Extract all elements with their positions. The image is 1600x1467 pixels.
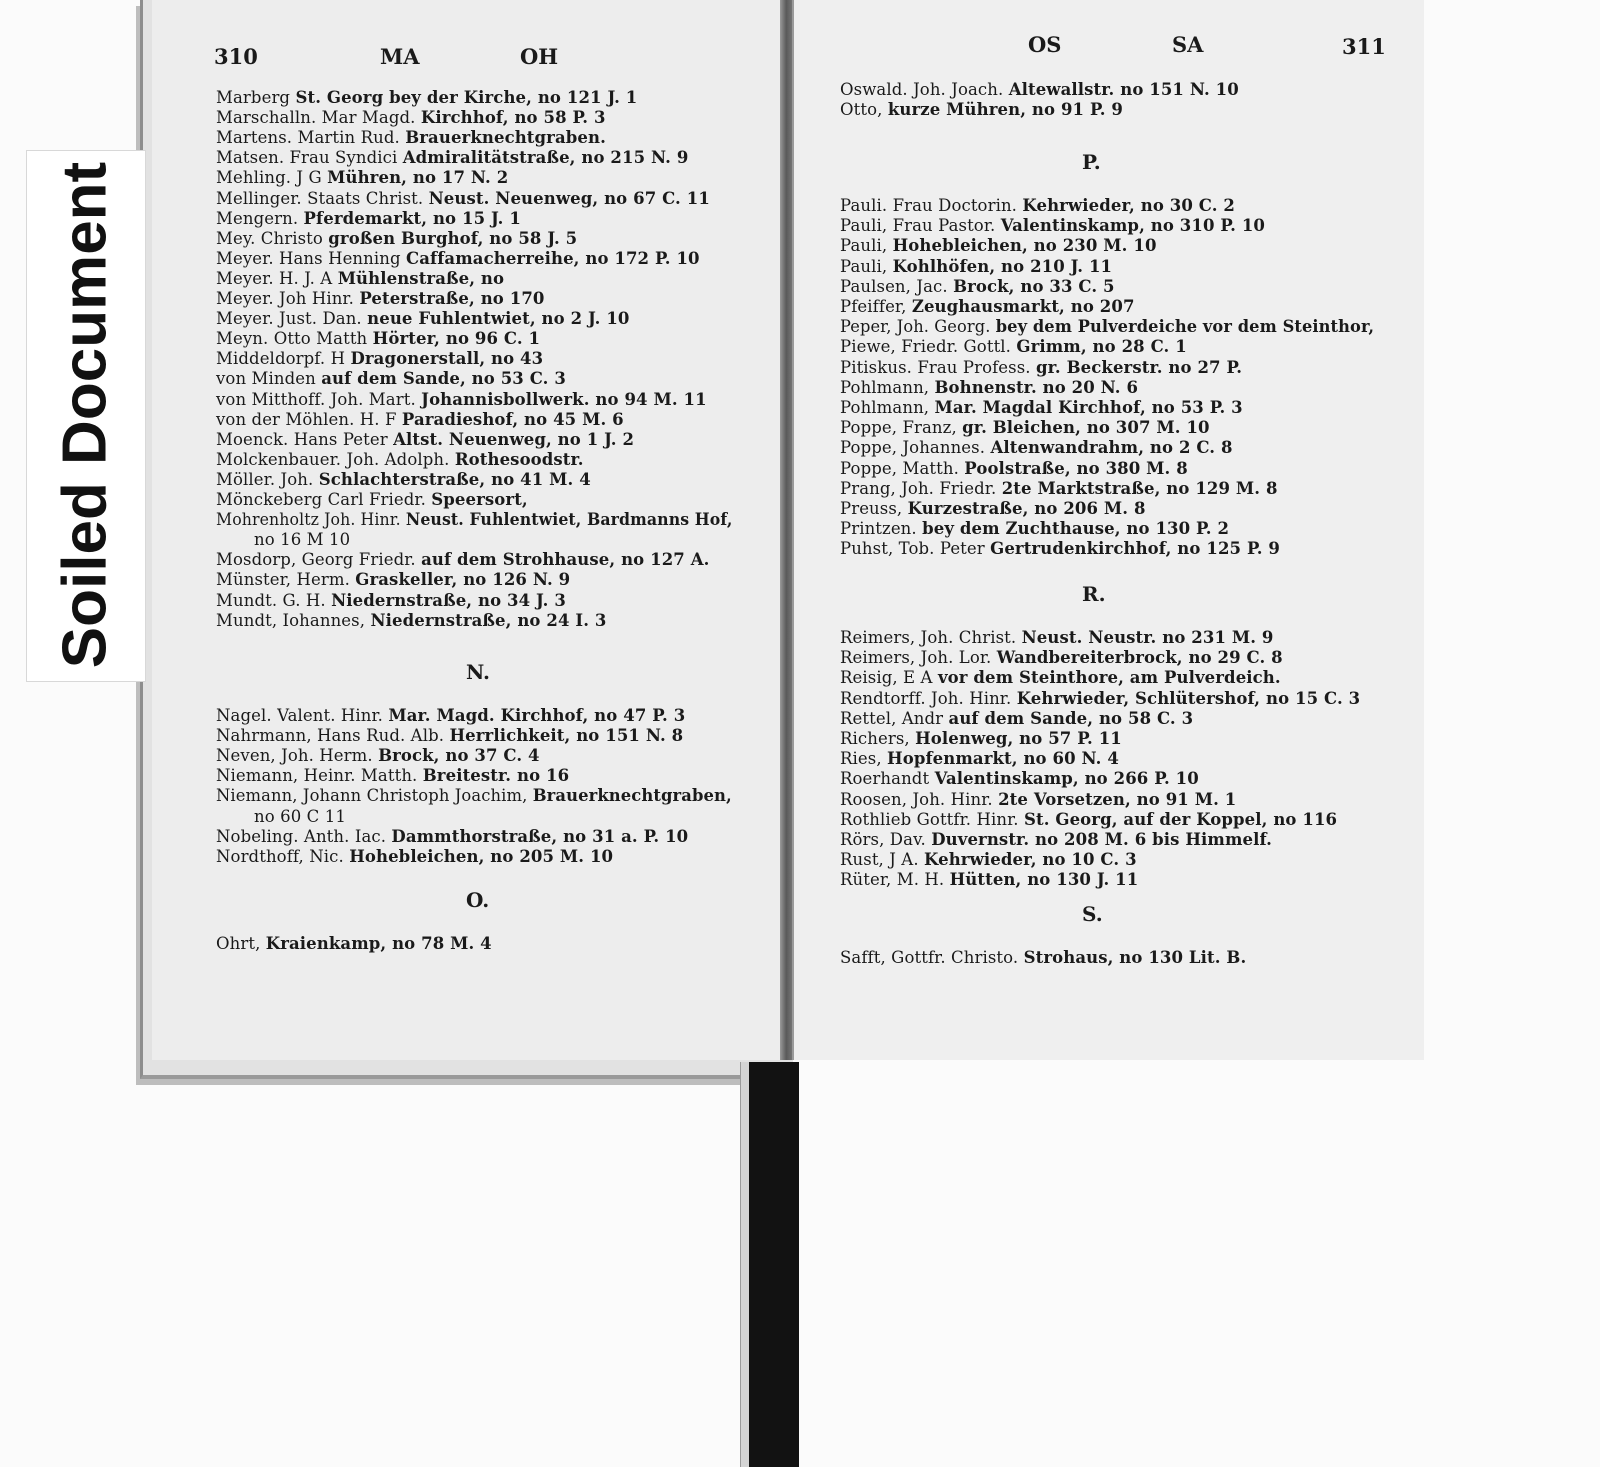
entry-address: Neust. Neuenweg, no 67 C. 11 [428, 188, 710, 208]
directory-entry [216, 591, 566, 610]
entry-name: Puhst, Tob. Peter [840, 539, 985, 559]
entry-name: Oswald. Joh. Joach. [840, 80, 1004, 99]
entry-address: 2te Marktstraße, no 129 M. 8 [1001, 478, 1278, 498]
entry-address: Dragonerstall, no 43 [350, 349, 544, 369]
entry-name: Ries, [840, 749, 882, 769]
entry-name: Mey. Christo [216, 228, 323, 248]
entry-address: Hohebleichen, no 230 M. 10 [892, 236, 1157, 256]
directory-entry [216, 766, 569, 785]
entry-name: Prang, Joh. Friedr. [840, 478, 997, 498]
entry-address: kurze Mühren, no 91 P. 9 [887, 100, 1123, 120]
entry-name: Reimers, Joh. Lor. [840, 648, 992, 668]
entry-address: Altewallstr. no 151 N. 10 [1008, 80, 1239, 99]
entry-address: Paradieshof, no 45 M. 6 [401, 409, 624, 429]
directory-entry [840, 317, 1374, 336]
entry-address: Mar. Magd. Kirchhof, no 47 P. 3 [388, 706, 686, 725]
entry-name: Ohrt, [216, 934, 261, 953]
directory-entry [216, 510, 732, 529]
entry-name: Paulsen, Jac. [840, 276, 948, 296]
directory-entry [216, 786, 732, 805]
directory-entry [216, 490, 528, 509]
entry-name: Preuss, [840, 499, 903, 518]
directory-entry [840, 709, 1193, 728]
entry-address: Altenwandrahm, no 2 C. 8 [990, 438, 1233, 458]
entry-name: Neven, Joh. Herm. [216, 746, 373, 766]
entry-name: Piewe, Friedr. Gottl. [840, 337, 1012, 357]
entry-address: Kehrwieder, no 30 C. 2 [1022, 196, 1236, 215]
entry-address: bey dem Pulverdeiche vor dem Steinthor, [995, 317, 1375, 337]
directory-entry [840, 418, 1210, 437]
entry-name: no 60 C 11 [254, 806, 346, 826]
entry-name: Moenck. Hans Peter [216, 429, 388, 449]
directory-entry [840, 689, 1360, 708]
directory-entry [216, 430, 634, 449]
directory-entry [216, 168, 508, 187]
entry-name: Mosdorp, Georg Friedr. [216, 550, 416, 570]
entry-address: Valentinskamp, no 266 P. 10 [934, 769, 1199, 789]
entry-address: St. Georg bey der Kirche, no 121 J. 1 [295, 88, 638, 107]
entry-address: Hörter, no 96 C. 1 [372, 329, 541, 349]
entry-address: Hopfenmarkt, no 60 N. 4 [887, 749, 1119, 769]
directory-entry [216, 847, 613, 866]
directory-entry [216, 934, 492, 953]
entry-name: Mundt. G. H. [216, 590, 326, 610]
entry-address: Rothesoodstr. [454, 449, 584, 469]
entry-name: Pohlmann, [840, 377, 930, 397]
running-head-right-end: SA [1172, 32, 1204, 57]
entry-name: Reisig, E A [840, 668, 933, 688]
entry-name: Meyer. Joh Hinr. [216, 289, 354, 308]
entry-name: Martens. Martin Rud. [216, 128, 400, 148]
entry-address: auf dem Sande, no 53 C. 3 [321, 369, 566, 389]
entry-name: Pauli, Frau Pastor. [840, 216, 996, 236]
entry-address: Niedernstraße, no 34 J. 3 [331, 590, 566, 610]
entry-address: Hütten, no 130 J. 11 [949, 870, 1139, 890]
directory-entry [840, 378, 1138, 397]
entry-address: Graskeller, no 126 N. 9 [355, 570, 571, 590]
entry-name: Pitiskus. Frau Profess. [840, 357, 1031, 377]
directory-entry [216, 827, 688, 846]
entry-address: Johannisbollwerk. no 94 M. 11 [421, 389, 707, 409]
entry-address: Duvernstr. no 208 M. 6 bis Himmelf. [931, 830, 1272, 849]
entry-name: Roosen, Joh. Hinr. [840, 789, 993, 809]
directory-entry [216, 229, 577, 248]
entry-name: Pauli, [840, 236, 888, 256]
page-number-left: 310 [214, 44, 258, 69]
directory-entry [216, 570, 570, 589]
directory-entry [216, 309, 630, 328]
directory-entry [216, 148, 688, 167]
entry-name: Pohlmann, [840, 398, 930, 417]
entry-address: Niedernstraße, no 24 I. 3 [370, 610, 607, 630]
entry-name: Rendtorff. Joh. Hinr. [840, 688, 1012, 708]
entry-address: 2te Vorsetzen, no 91 M. 1 [998, 789, 1237, 809]
entry-address: Pferdemarkt, no 15 J. 1 [303, 208, 521, 228]
section-letter: O. [466, 888, 490, 912]
directory-entry [840, 948, 1246, 967]
directory-entry [840, 297, 1135, 316]
directory-entry [216, 746, 540, 765]
entry-address: Mühlenstraße, no [337, 268, 505, 288]
entry-address: Zeughausmarkt, no 207 [911, 297, 1135, 316]
entry-name: Pauli, [840, 256, 888, 276]
entry-name: Peper, Joh. Georg. [840, 317, 991, 337]
entry-address: auf dem Sande, no 58 C. 3 [948, 708, 1194, 728]
entry-name: Richers, [840, 729, 910, 748]
entry-name: Roerhandt [840, 769, 930, 789]
section-letter: P. [1082, 150, 1101, 174]
entry-name: Marschalln. Mar Magd. [216, 108, 416, 128]
entry-name: Middeldorpf. H [216, 349, 346, 369]
directory-entry [840, 769, 1199, 788]
entry-name: Rörs, Dav. [840, 830, 926, 849]
directory-entry [216, 410, 624, 429]
entry-address: Dammthorstraße, no 31 a. P. 10 [391, 826, 689, 846]
directory-entry [216, 189, 710, 208]
entry-name: Marberg [216, 88, 291, 107]
directory-entry [840, 668, 1281, 687]
entry-address: bey dem Zuchthause, no 130 P. 2 [922, 519, 1230, 539]
entry-address: Strohaus, no 130 Lit. B. [1023, 948, 1247, 967]
directory-entry [840, 749, 1119, 768]
entry-name: Nahrmann, Hans Rud. Alb. [216, 726, 445, 746]
directory-entry [840, 648, 1283, 667]
entry-address: gr. Beckerstr. no 27 P. [1036, 357, 1243, 377]
entry-address: Brock, no 37 C. 4 [378, 746, 540, 766]
directory-entry [254, 530, 350, 549]
directory-entry [840, 438, 1233, 457]
entry-name: Meyer. H. J. A [216, 268, 333, 288]
directory-entry [840, 398, 1243, 417]
entry-name: Mundt, Iohannes, [216, 610, 366, 630]
entry-address: Neust. Neustr. no 231 M. 9 [1021, 628, 1274, 647]
entry-name: von Mitthoff. Joh. Mart. [216, 389, 416, 409]
entry-address: Holenweg, no 57 P. 11 [915, 729, 1122, 748]
directory-entry [216, 108, 606, 127]
entry-address: Mar. Magdal Kirchhof, no 53 P. 3 [934, 398, 1243, 417]
entry-name: Meyer. Just. Dan. [216, 309, 362, 329]
directory-entry [840, 499, 1146, 518]
entry-name: Nagel. Valent. Hinr. [216, 706, 384, 725]
entry-name: Niemann, Johann Christoph Joachim, [216, 786, 528, 806]
entry-address: Altst. Neuenweg, no 1 J. 2 [393, 429, 635, 449]
entry-name: Safft, Gottfr. Christo. [840, 948, 1019, 967]
entry-name: Rust, J A. [840, 850, 919, 870]
directory-entry [840, 729, 1122, 748]
entry-name: Meyer. Hans Henning [216, 248, 401, 268]
directory-entry [840, 277, 1115, 296]
entry-name: Matsen. Frau Syndici [216, 148, 398, 168]
directory-entry [840, 100, 1123, 119]
entry-name: Rothlieb Gottfr. Hinr. [840, 809, 1019, 829]
directory-entry [216, 269, 504, 288]
entry-address: Breitestr. no 16 [422, 766, 570, 786]
entry-name: von Minden [216, 369, 316, 389]
entry-address: Valentinskamp, no 310 P. 10 [1000, 216, 1266, 236]
entry-address: Kehrwieder, Schlütershof, no 15 C. 3 [1016, 688, 1361, 708]
entry-address: Brauerknechtgraben. [405, 128, 606, 148]
entry-address: Kraienkamp, no 78 M. 4 [265, 934, 492, 953]
entry-name: Rüter, M. H. [840, 870, 945, 890]
directory-entry [840, 337, 1187, 356]
entry-name: Mengern. [216, 208, 299, 228]
directory-entry [840, 459, 1188, 478]
entry-address: Herrlichkeit, no 151 N. 8 [449, 726, 684, 746]
directory-entry [840, 479, 1278, 498]
entry-name: Molckenbauer. Joh. Adolph. [216, 449, 450, 469]
entry-name: Mehling. J G [216, 168, 322, 188]
entry-name: Poppe, Matth. [840, 458, 959, 478]
entry-address: vor dem Steinthore, am Pulverdeich. [937, 668, 1281, 688]
entry-address: Neust. Fuhlentwiet, Bardmanns Hof, [405, 510, 733, 530]
entry-address: auf dem Strohhause, no 127 A. [421, 550, 710, 570]
directory-entry [216, 550, 709, 569]
entry-name: von der Möhlen. H. F [216, 409, 397, 429]
entry-name: Mellinger. Staats Christ. [216, 188, 424, 208]
directory-entry [840, 628, 1274, 647]
right-page [792, 0, 1424, 1060]
directory-entry [840, 870, 1138, 889]
directory-entry [840, 850, 1137, 869]
entry-name: Reimers, Joh. Christ. [840, 628, 1017, 647]
left-page [152, 0, 784, 1060]
section-letter: N. [466, 660, 490, 684]
directory-entry [216, 289, 545, 308]
entry-name: Möller. Joh. [216, 469, 314, 489]
entry-name: Pauli. Frau Doctorin. [840, 196, 1018, 215]
entry-name: no 16 M 10 [254, 530, 351, 550]
section-letter: R. [1082, 582, 1106, 606]
entry-name: Poppe, Johannes. [840, 438, 986, 458]
entry-address: Kehrwieder, no 10 C. 3 [924, 850, 1137, 870]
entry-name: Niemann, Heinr. Matth. [216, 766, 418, 786]
entry-address: großen Burghof, no 58 J. 5 [328, 228, 578, 248]
directory-entry [216, 349, 543, 368]
section-letter: S. [1082, 902, 1103, 926]
entry-name: Münster, Herm. [216, 570, 350, 590]
entry-address: Brock, no 33 C. 5 [953, 276, 1115, 296]
entry-name: Otto, [840, 100, 883, 120]
entry-address: Kurzestraße, no 206 M. 8 [907, 499, 1146, 518]
directory-entry [216, 329, 540, 348]
entry-name: Rettel, Andr [840, 708, 944, 728]
directory-entry [216, 706, 685, 725]
entry-address: Caffamacherreihe, no 172 P. 10 [406, 248, 700, 268]
running-head-right-start: OS [1028, 32, 1062, 57]
entry-name: Mönckeberg Carl Friedr. [216, 490, 426, 509]
directory-entry [840, 80, 1239, 99]
entry-address: Bohnenstr. no 20 N. 6 [934, 377, 1139, 397]
directory-entry [216, 390, 707, 409]
directory-entry [216, 450, 584, 469]
entry-name: Meyn. Otto Matth [216, 329, 368, 349]
entry-name: Nordthoff, Nic. [216, 846, 344, 866]
directory-entry [840, 519, 1229, 538]
entry-address: Poolstraße, no 380 M. 8 [964, 458, 1188, 478]
running-head-left-start: MA [380, 44, 420, 69]
entry-address: Wandbereiterbrock, no 29 C. 8 [996, 648, 1283, 668]
entry-address: gr. Bleichen, no 307 M. 10 [962, 418, 1210, 438]
bookmark-ribbon [749, 1062, 799, 1467]
directory-entry [840, 257, 1112, 276]
entry-address: Mühren, no 17 N. 2 [327, 168, 509, 188]
directory-entry [216, 209, 521, 228]
directory-entry [216, 88, 637, 107]
soiled-document-label: Soiled Document [50, 161, 120, 669]
directory-entry [840, 810, 1337, 829]
directory-entry [840, 236, 1157, 255]
page-number-right: 311 [1342, 34, 1386, 59]
entry-name: Pfeiffer, [840, 297, 907, 316]
entry-name: Poppe, Franz, [840, 418, 957, 438]
directory-entry [840, 358, 1242, 377]
entry-address: Admiralitätstraße, no 215 N. 9 [402, 148, 689, 168]
entry-address: Grimm, no 28 C. 1 [1016, 337, 1187, 357]
entry-address: Peterstraße, no 170 [359, 289, 545, 308]
entry-address: Schlachterstraße, no 41 M. 4 [318, 469, 591, 489]
entry-address: Kohlhöfen, no 210 J. 11 [892, 256, 1113, 276]
running-head-left-end: OH [520, 44, 559, 69]
entry-address: neue Fuhlentwiet, no 2 J. 10 [367, 309, 630, 329]
directory-entry [254, 807, 346, 826]
entry-name: Nobeling. Anth. Iac. [216, 826, 387, 846]
directory-entry [216, 470, 591, 489]
directory-entry [840, 790, 1236, 809]
directory-entry [840, 539, 1280, 558]
directory-entry [216, 726, 683, 745]
directory-entry [840, 196, 1235, 215]
directory-entry [216, 128, 606, 147]
entry-address: Gertrudenkirchhof, no 125 P. 9 [990, 539, 1280, 559]
entry-name: Printzen. [840, 519, 917, 539]
directory-entry [840, 830, 1272, 849]
directory-entry [216, 249, 700, 268]
directory-entry [216, 611, 606, 630]
entry-name: Mohrenholtz Joh. Hinr. [216, 510, 401, 530]
directory-entry [840, 216, 1265, 235]
entry-address: Hohebleichen, no 205 M. 10 [349, 846, 614, 866]
entry-address: Kirchhof, no 58 P. 3 [420, 108, 606, 128]
entry-address: St. Georg, auf der Koppel, no 116 [1023, 809, 1338, 829]
entry-address: Speersort, [431, 490, 528, 509]
entry-address: Brauerknechtgraben, [532, 786, 732, 806]
directory-entry [216, 369, 566, 388]
